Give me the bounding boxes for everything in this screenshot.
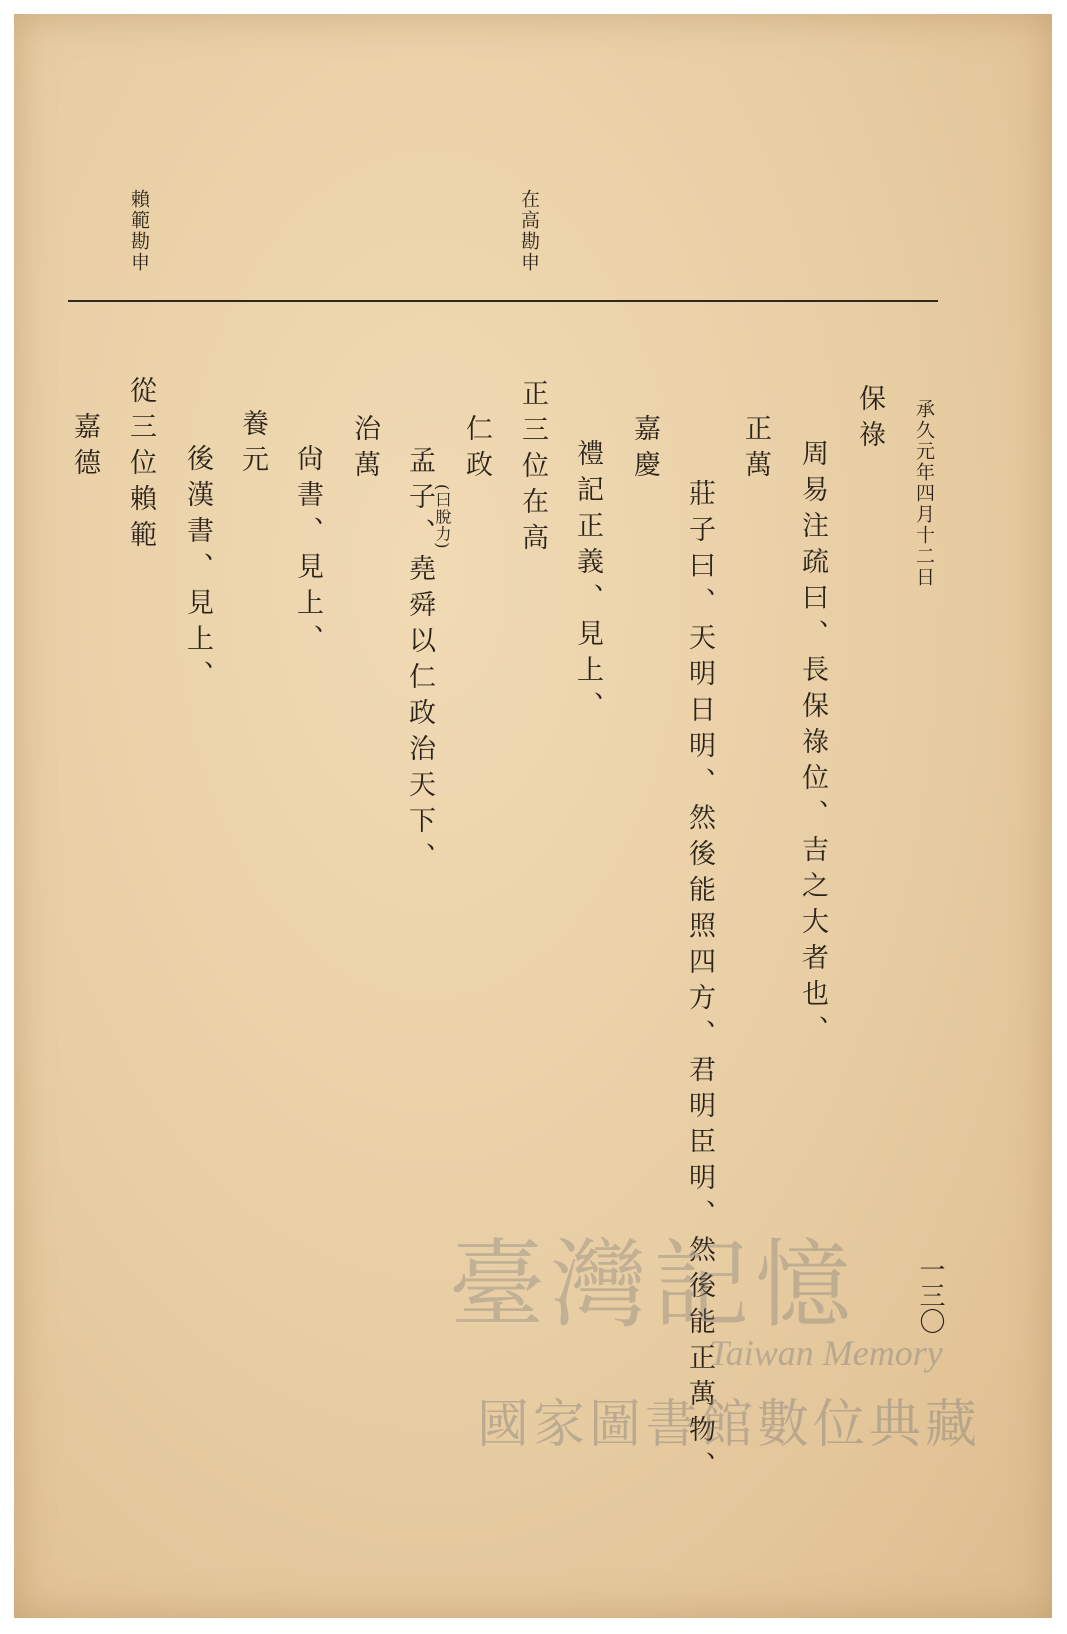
document-page bbox=[14, 14, 1052, 1618]
author-raifan: 從三位賴範 bbox=[125, 376, 156, 556]
citation-line: 孟子、堯舜以仁政治天下、 bbox=[404, 446, 435, 878]
citation-line: 周易注疏曰、長保祿位、吉之大者也、 bbox=[797, 439, 828, 1051]
watermark-english: Taiwan Memory bbox=[709, 1333, 943, 1373]
era-name-kakei: 嘉慶 bbox=[629, 414, 660, 486]
annotation: (曰脫力) bbox=[433, 484, 452, 550]
era-name-hokoku: 保祿 bbox=[854, 384, 885, 456]
stamp-zaigao: 在高勘申 bbox=[518, 189, 540, 273]
date-line: 承久元年四月十二日 bbox=[913, 399, 935, 588]
era-name-jiman: 治萬 bbox=[349, 414, 380, 486]
horizontal-rule bbox=[68, 300, 938, 302]
era-name-katoku: 嘉德 bbox=[69, 412, 100, 484]
citation-line: 後漢書、見上、 bbox=[182, 444, 213, 696]
stamp-raifan: 賴範勘申 bbox=[128, 189, 150, 273]
citation-line: 禮記正義、見上、 bbox=[572, 439, 603, 727]
citation-line: 莊子曰、天明日明、然後能照四方、君明臣明、然後能正萬物、 bbox=[684, 479, 715, 1487]
era-name-yogen: 養元 bbox=[237, 409, 268, 481]
watermark-library: 國家圖書館數位典藏 bbox=[477, 1395, 982, 1455]
era-name-jinsei: 仁政 bbox=[461, 414, 492, 486]
citation-line: 尙書、見上、 bbox=[292, 444, 323, 660]
watermark-logo: 臺灣記憶 bbox=[449, 1229, 857, 1341]
era-name-seiman: 正萬 bbox=[740, 414, 771, 486]
author-zaigao: 正三位在高 bbox=[517, 379, 548, 559]
page-number: 一三〇 bbox=[915, 1256, 945, 1334]
